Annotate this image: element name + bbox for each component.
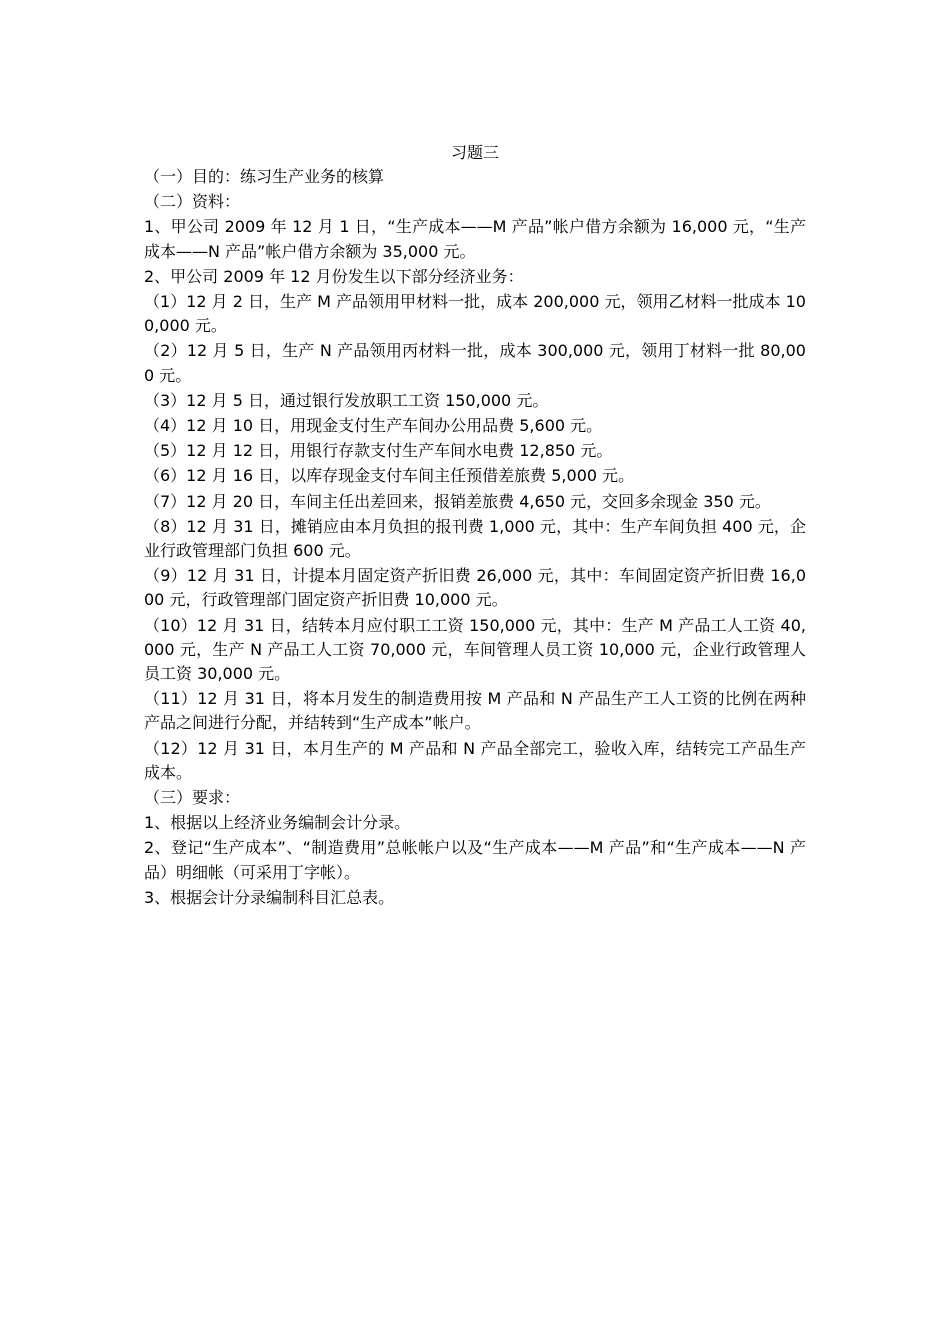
requirements-heading: （三）要求： [144, 788, 241, 808]
transaction-3: （3）12 月 5 日，通过银行发放职工工资 150,000 元。 [144, 390, 549, 410]
document-title: 习题三 [450, 143, 499, 162]
requirement-2: 2、登记“生产成本”、“制造费用”总帐帐户以及“生产成本——M 产品”和“生产成本——N 产品）明细帐（可采用丁字帐）。 [144, 838, 806, 882]
material-item-2: 2、甲公司 2009 年 12 月份发生以下部分经济业务： [144, 266, 524, 286]
transaction-8: （8）12 月 31 日，摊销应由本月负担的报刊费 1,000 元，其中：生产车间负担 400 元，企业行政管理部门负担 600 元。 [144, 516, 806, 561]
requirement-1: 1、根据以上经济业务编制会计分录。 [144, 813, 411, 833]
transaction-7: （7）12 月 20 日，车间主任出差回来，报销差旅费 4,650 元，交回多余现金 350 元。 [144, 491, 771, 511]
transaction-4: （4）12 月 10 日，用现金支付生产车间办公用品费 5,600 元。 [144, 416, 603, 436]
transaction-2: （2）12 月 5 日，生产 N 产品领用丙材料一批，成本 300,000 元，领用丁材料一批 80,000 元。 [144, 341, 806, 385]
transaction-9: （9）12 月 31 日，计提本月固定资产折旧费 26,000 元，其中：车间固定资产折旧费 16,000 元，行政管理部门固定资产折旧费 10,000 元。 [144, 566, 806, 610]
transaction-1: （1）12 月 2 日，生产 M 产品领用甲材料一批，成本 200,000 元，领用乙材料一批成本 100,000 元。 [144, 292, 806, 336]
material-item-1: 1、甲公司 2009 年 12 月 1 日，“生产成本——M 产品”帐户借方余额为 16,000 元，“生产成本——N 产品”帐户借方余额为 35,000 元。 [144, 217, 806, 261]
transaction-12: （12）12 月 31 日，本月生产的 M 产品和 N 产品全部完工，验收入库，结转完工产品生产成本。 [144, 738, 806, 782]
transaction-5: （5）12 月 12 日，用银行存款支付生产车间水电费 12,850 元。 [144, 441, 613, 461]
materials-heading: （二）资料： [144, 192, 241, 212]
purpose-heading: （一）目的：练习生产业务的核算 [144, 167, 385, 186]
document-body [144, 141, 806, 911]
requirement-3: 3、根据会计分录编制科目汇总表。 [144, 887, 395, 907]
transaction-11: （11）12 月 31 日，将本月发生的制造费用按 M 产品和 N 产品生产工人工资的比例在两种产品之间进行分配，并结转到“生产成本”帐户。 [144, 689, 806, 733]
transaction-6: （6）12 月 16 日，以库存现金支付车间主任预借差旅费 5,000 元。 [144, 466, 635, 486]
transaction-10: （10）12 月 31 日，结转本月应付职工工资 150,000 元，其中：生产 M 产品工人工资 40,000 元，生产 N 产品工人工资 70,000 元，车间管理人员工资 10,000 元，企业行政管理人员工资 30,000 元。 [144, 615, 806, 684]
